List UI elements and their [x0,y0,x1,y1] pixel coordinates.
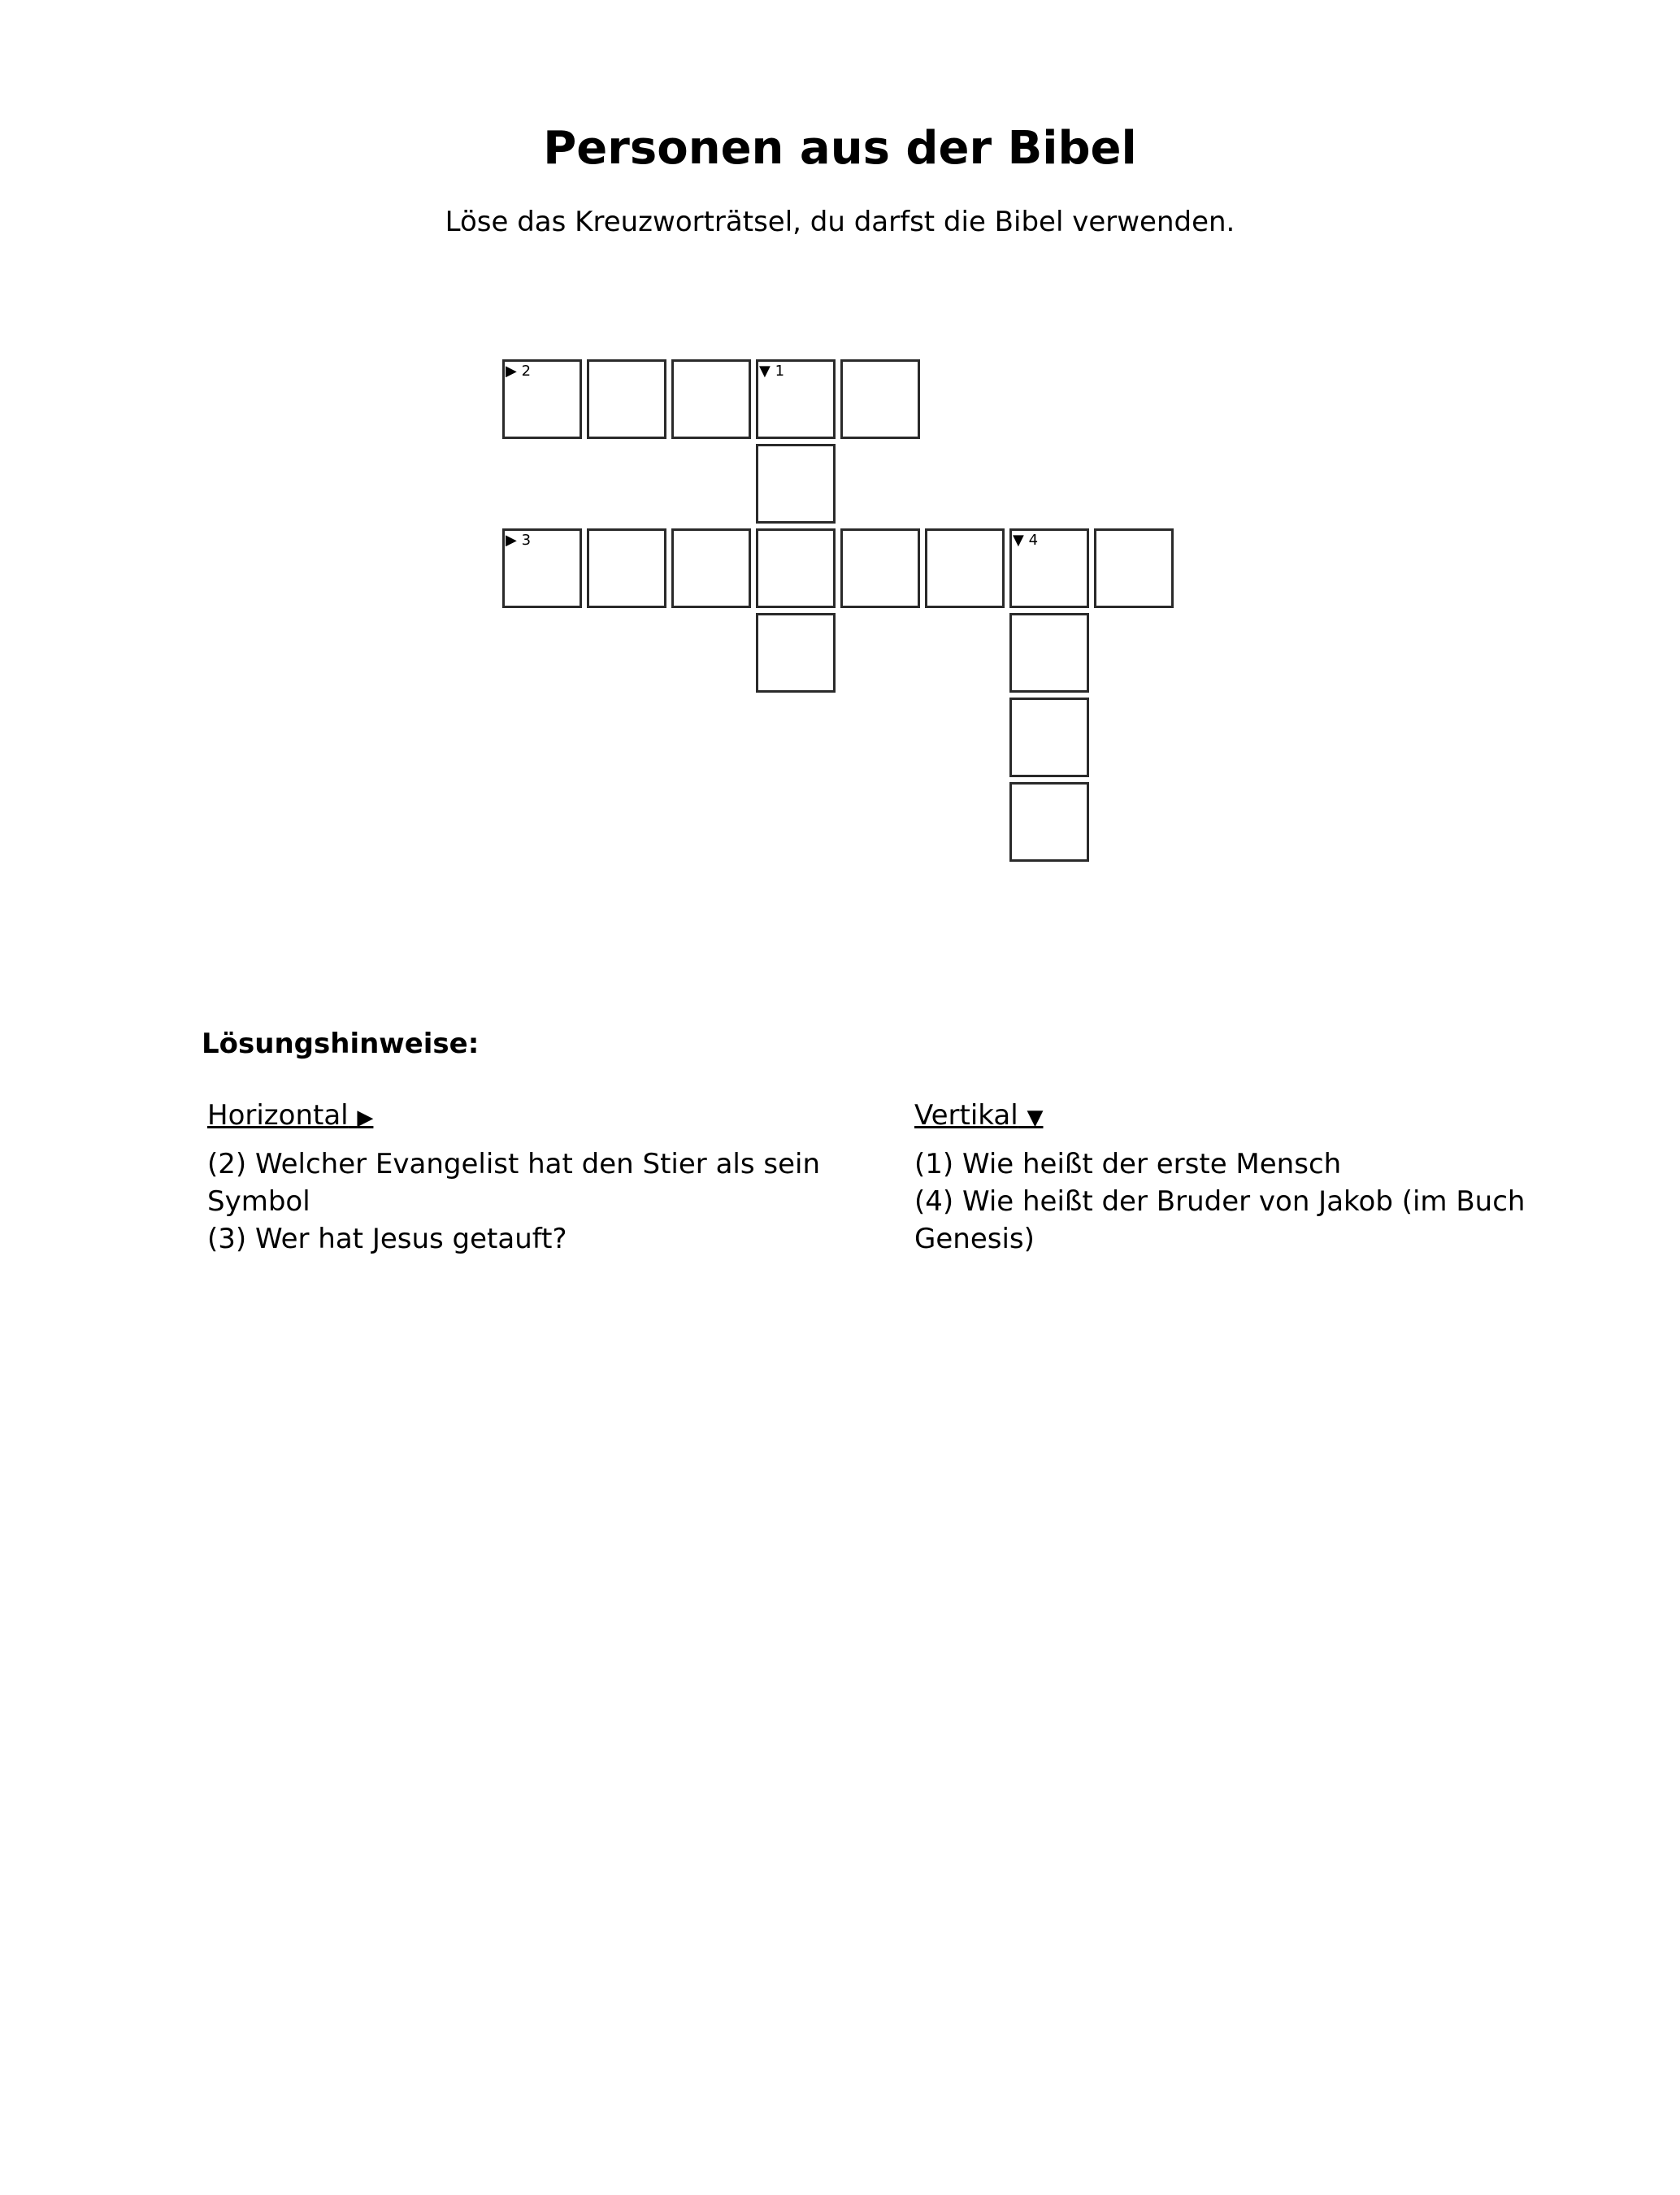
cell-number: 1 [770,363,785,380]
cell-number: 3 [516,532,532,549]
crossword-cell[interactable] [1009,613,1089,693]
cell-number-label [506,532,531,549]
horizontal-clues [207,1098,857,1258]
crossword-cell[interactable] [756,528,836,608]
cell-number: 2 [516,363,532,380]
instruction-text: Löse das Kreuzworträtsel, du darfst die Bibel verwenden. [445,206,1235,238]
crossword-cell[interactable] [1009,698,1089,777]
crossword-cell[interactable] [756,359,836,439]
crossword-cell[interactable] [756,444,836,524]
vertical-heading [914,1098,1589,1136]
right-arrow-icon: ▶ [357,1106,374,1130]
down-arrow-icon: ▼ [1027,1106,1044,1130]
crossword-cell[interactable] [502,528,582,608]
down-arrow-icon: ▼ [1013,532,1024,549]
clue-3: (3) Wer hat Jesus getauft? [207,1223,567,1255]
clue-2: (2) Welcher Evangelist hat den Stier als sein Symbol [207,1148,821,1218]
vertical-label: Vertikal [914,1099,1018,1132]
crossword-cell[interactable] [840,359,920,439]
crossword-cell[interactable] [1009,528,1089,608]
right-arrow-icon: ▶ [506,532,517,549]
crossword-cell[interactable] [587,528,666,608]
crossword-cell[interactable] [671,359,751,439]
down-arrow-icon: ▼ [759,363,771,380]
right-arrow-icon: ▶ [506,363,517,380]
crossword-cell[interactable] [1094,528,1174,608]
crossword-grid [0,0,1680,894]
hints-heading: Lösungshinweise: [202,1028,480,1060]
page-title: Personen aus der Bibel [543,122,1137,175]
cell-number-label [759,363,784,380]
crossword-cell[interactable] [587,359,666,439]
clue-4: (4) Wie heißt der Bruder von Jakob (im Buch Genesis) [914,1185,1526,1255]
crossword-cell[interactable] [502,359,582,439]
crossword-cell[interactable] [925,528,1005,608]
vertical-clues [914,1098,1589,1258]
horizontal-heading [207,1098,857,1136]
cell-number-label [506,363,531,380]
cell-number-label [1013,532,1038,549]
cell-number: 4 [1023,532,1039,549]
crossword-cell[interactable] [1009,782,1089,862]
crossword-cell[interactable] [671,528,751,608]
crossword-cell[interactable] [840,528,920,608]
horizontal-label: Horizontal [207,1099,349,1132]
crossword-cell[interactable] [756,613,836,693]
clue-1: (1) Wie heißt der erste Mensch [914,1148,1342,1180]
